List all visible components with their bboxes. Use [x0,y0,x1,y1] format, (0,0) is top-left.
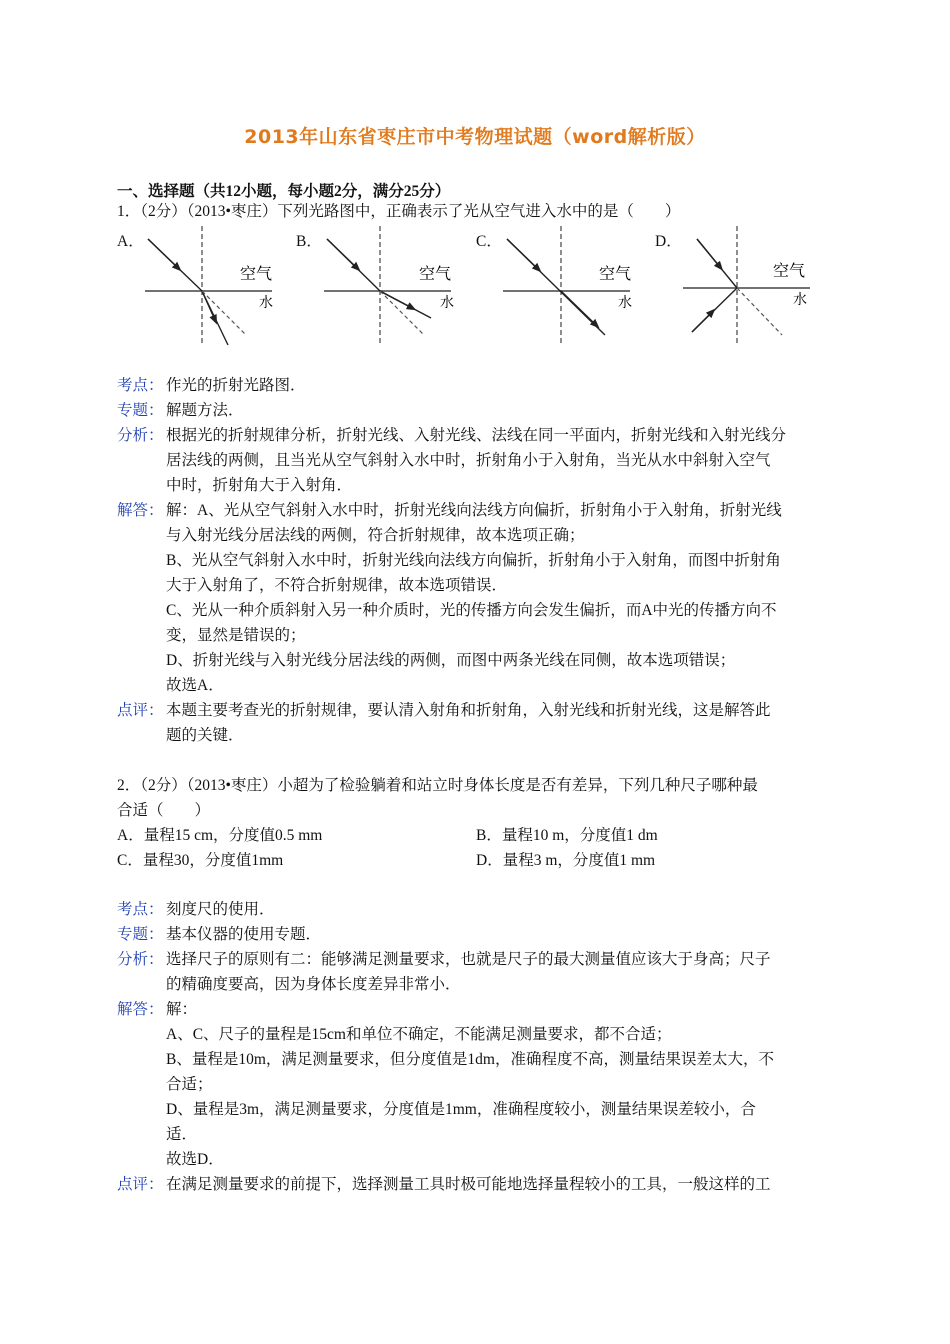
q2-option-a: A．量程15 cm，分度值0.5 mm [117,827,323,844]
q1-jieda-line-4: 大于入射角了，不符合折射规律，故本选项错误． [166,577,508,594]
q2-jieda-label: 解答： [117,1001,164,1018]
q2-dianping-line-1: 在满足测量要求的前提下，选择测量工具时极可能地选择量程较小的工具，一般这样的工 [166,1176,771,1193]
q2-fenxi-line-1: 选择尺子的原则有二：能够满足测量要求，也就是尺子的最大测量值应该大于身高；尺子 [166,951,771,968]
q1-jieda-line-7: D、折射光线与入射光线分居法线的两侧，而图中两条光线在同侧，故本选项错误； [166,652,736,669]
q2-zhuanti: 基本仪器的使用专题． [166,926,322,943]
q1-fenxi-line-1: 根据光的折射规律分析，折射光线、入射光线、法线在同一平面内，折射光线和入射光线分 [166,427,787,444]
diagram-d [683,226,810,345]
q2-jieda-line-2: A、C、尺子的量程是15cm和单位不确定，不能满足测量要求，都不合适； [166,1026,672,1043]
q1-fenxi-line-2: 居法线的两侧，且当光从空气斜射入水中时，折射角小于入射角，当光从水中斜射入空气 [166,452,771,469]
q2-option-d: D．量程3 m，分度值1 mm [476,852,656,869]
q1-fenxi-label: 分析： [117,427,164,444]
q2-jieda-line-6: 适． [166,1126,198,1143]
page-title: 2013年山东省枣庄市中考物理试题（word解析版） [244,126,706,148]
q1-option-a: A． [117,233,144,250]
q2-jieda-line-1: 解： [166,1001,198,1018]
q1-jieda-line-6: 变，显然是错误的； [166,627,306,644]
q2-fenxi-line-2: 的精确度要高，因为身体长度差异非常小． [166,976,461,993]
q1-zhuanti: 解题方法． [166,402,244,419]
q2-jieda-line-5: D、量程是3m，满足测量要求，分度值是1mm，准确程度较小，测量结果误差较小，合 [166,1101,756,1118]
diagram-b-water-label: 水 [440,295,454,311]
q2-fenxi-label: 分析： [117,951,164,968]
q1-jieda-line-2: 与入射光线分居法线的两侧，符合折射规律，故本选项正确； [166,527,585,544]
q2-stem-line-2: 合适（ ） [117,802,211,819]
q1-dianping-label: 点评： [117,702,164,719]
q1-option-c: C． [476,233,502,250]
diagram-c-air-label: 空气 [599,264,632,283]
q1-jieda-label: 解答： [117,502,164,519]
q1-jieda-line-5: C、光从一种介质斜射入另一种介质时，光的传播方向会发生偏折，而A中光的传播方向不 [166,602,777,619]
q2-jieda-line-4: 合适； [166,1076,213,1093]
q1-option-d: D． [655,233,682,250]
q2-option-c: C．量程30，分度值1mm [117,852,284,869]
q2-jieda-line-3: B、量程是10m，满足测量要求，但分度值是1dm，准确程度不高，测量结果误差太大，不 [166,1051,774,1068]
diagram-d-air-label: 空气 [773,261,806,280]
q1-jieda-line-8: 故选A． [166,677,224,694]
q1-jieda-line-1: 解：A、光从空气斜射入水中时，折射光线向法线方向偏折，折射角小于入射角，折射光线 [166,502,782,519]
q2-option-b: B．量程10 m，分度值1 dm [476,827,658,844]
q1-jieda-line-3: B、光从空气斜射入水中时，折射光线向法线方向偏折，折射角小于入射角，而图中折射角 [166,552,781,569]
diagram-c-water-label: 水 [618,295,632,311]
section-heading: 一、选择题（共12小题，每小题2分，满分25分） [117,183,451,200]
q1-stem: 1．（2分）（2013•枣庄）下列光路图中，正确表示了光从空气进入水中的是（ ） [117,203,681,220]
q1-kaodian: 作光的折射光路图． [166,377,306,394]
q1-dianping-line-2: 题的关键． [166,727,244,744]
q1-kaodian-label: 考点： [117,377,164,394]
q1-fenxi-line-3: 中时，折射角大于入射角． [166,477,353,494]
diagram-a-water-label: 水 [259,295,273,311]
diagram-c [503,226,632,345]
q1-option-b: B． [296,233,322,250]
q1-diagrams [0,0,950,360]
q2-jieda-line-7: 故选D． [166,1151,224,1168]
q2-kaodian-label: 考点： [117,901,164,918]
q1-dianping-line-1: 本题主要考查光的折射规律，要认清入射角和折射角，入射光线和折射光线，这是解答此 [166,702,771,719]
q1-zhuanti-label: 专题： [117,402,164,419]
diagram-d-water-label: 水 [793,292,807,308]
q2-kaodian: 刻度尺的使用． [166,901,275,918]
diagram-b-air-label: 空气 [419,264,452,283]
q2-zhuanti-label: 专题： [117,926,164,943]
diagram-b [324,226,454,345]
diagram-a [145,226,273,345]
q2-stem-line-1: 2．（2分）（2013•枣庄）小超为了检验躺着和站立时身体长度是否有差异，下列几种尺子哪种最 [117,777,758,794]
diagram-a-air-label: 空气 [240,264,273,283]
q2-dianping-label: 点评： [117,1176,164,1193]
